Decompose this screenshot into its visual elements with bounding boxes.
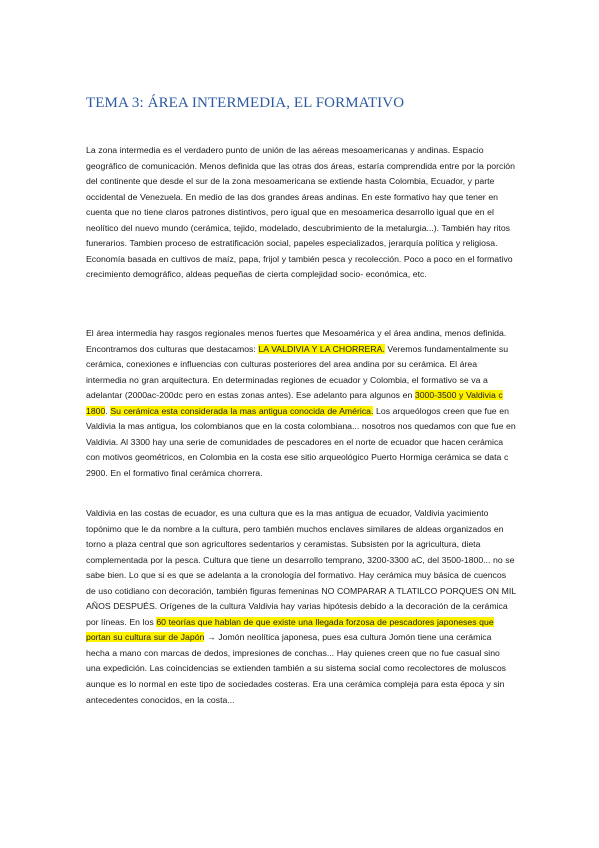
paragraph-2-text-4: Los arqueólogos creen que fue en Valdivia la mas antigua, los colombianos que en la costa colombiana... nosotros nos quedamos con que fue en Valdivia. Al 3300 hay una serie de comunidades de pescadores en el norte de ecuador que hacen cerámica con motivos geométricos, en Colombia en la costa ese sitio arqueológico Puerto Hormiga cerámica se data c 2900. En el formativo final cerámica chorrera. [86,405,516,478]
paragraph-1-text: La zona intermedia es el verdadero punto de unión de las aéreas mesoamericanas y andinas. Espacio geográfico de comunicación. Menos definida que las otras dos áreas, estaría comprendida entre por la porción del continente que desde el sur de la zona mesoamericana se extiende hasta Colombia, Ecuador, y parte occidental de Venezuela. En medio de las dos grandes áreas andinas. En este formativo hay que tener en cuenta que no tiene claros patrones distintivos, pero igual que en mesoamerica desarrollo igual que en el neolítico del nuevo mundo (cerámica, tejido, modelado, descubrimiento de la metalurgia...). También hay ritos funerarios. Tambien proceso de estratificación social, papeles especializados, jerarquía política y religiosa. Economía basada en cultivos de maíz, papa, frijol y también pesca y recolección. Poco a poco en el formativo crecimiento demográfico, aldeas pequeñas de cierta complejidad socio- económica, etc. [86,145,515,280]
paragraph-2 [86,326,516,481]
highlight-dates: 3000-3500 y Valdivia c 1800 [86,390,503,416]
paragraph-2-text-2: Veremos fundamentalmente su cerámica, conexiones e influencias con culturas posteriores del area andina por su cerámica. El área intermedia no gran arquitectura. En determinadas regiones de ecuador y Colombia, el formativo se va a adelantar (2000ac-200dc pero en estas zonas antes). Ese adelanto para algunos en [86,343,509,401]
paragraph-3 [86,506,516,708]
paragraph-1 [86,143,516,283]
paragraph-2-text-1: El área intermedia hay rasgos regionales menos fuertes que Mesoamérica y el área andina, menos definida. Encontramos dos culturas que destacamos: [86,328,507,354]
highlight-oldest-ceramic: Su cerámica esta considerada la mas antigua conocida de América. [110,405,374,416]
paragraph-3-text-1: Valdivia en las costas de ecuador, es una cultura que es la mas antigua de ecuador, Valdivia yacimiento topónimo que le da nombre a la cultura, pero también muchos enclaves similares de aldeas organizados en torno a plaza central que son agricultores sedentarios y ceramistas. Subsisten por la agricultura, dieta complementada por la pesca. Cultura que tiene un desarrollo temprano, 3200-3300 aC, del 3500-1800... no se sabe bien. Lo que si es que se adelanta a la cronología del formativo. Hay cerámica muy básica de cuencos de uso cotidiano con decoración, también figuras femeninas NO COMPARAR A TLATILCO PORQUES ON MIL AÑOS DESPUÉS. Orígenes de la cultura Valdivia hay varias hipótesis debido a la decoración de la cerámica por líneas. En los [86,508,516,627]
page-title: TEMA 3: ÁREA INTERMEDIA, EL FORMATIVO [86,95,405,111]
highlight-japan-theory: 60 teorías que hablan de que existe una llegada forzosa de pescadores japoneses que portan su cultura sur de Japón [86,616,494,643]
highlight-valdivia-chorrera: LA VALDIVIA Y LA CHORRERA. [258,343,385,354]
paragraph-3-text-2: → Jomón neolítica japonesa, pues esa cultura Jomón tiene una cerámica hecha a mano con marcas de dedos, impresiones de conchas... Hay quienes creen que no fue casual sino una expedición. Las coincidencias se extienden también a su sistema social como recolectores de moluscos aunque es lo normal en este tipo de sociedades costeras. Era una cerámica compleja para esta época y sin antecedentes conocidos, en la costa... [86,632,507,705]
paragraph-2-text-3: . [105,405,111,416]
